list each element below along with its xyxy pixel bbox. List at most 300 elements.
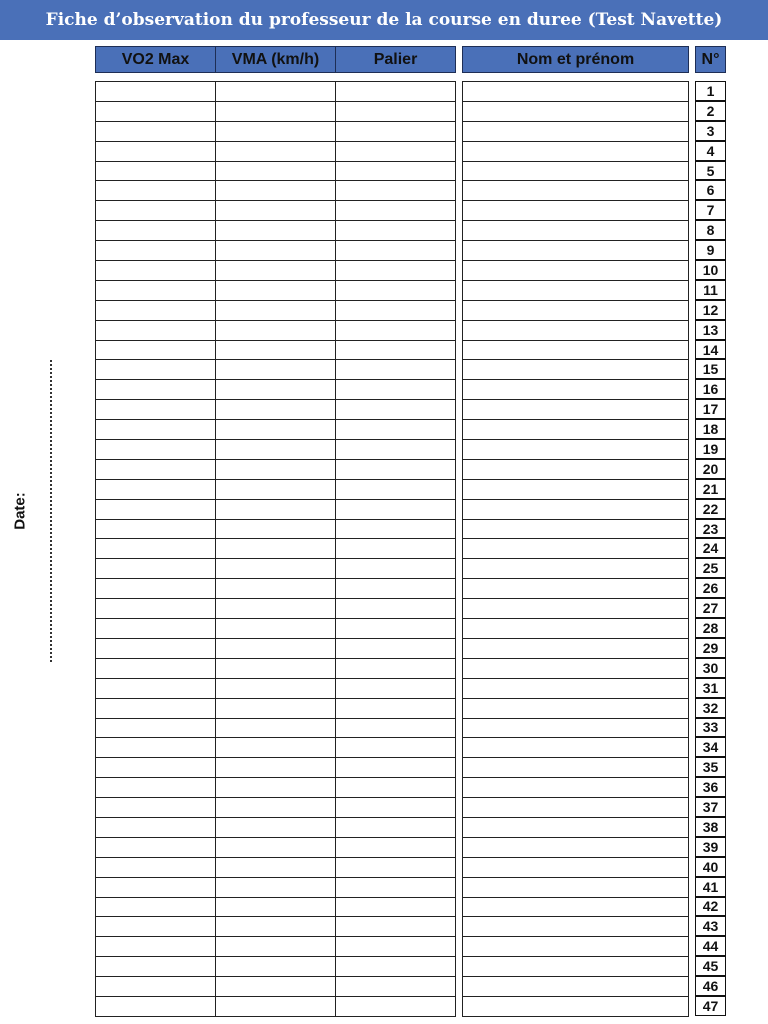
vma-cell[interactable] (216, 479, 336, 499)
vo2-cell[interactable] (96, 380, 216, 400)
row-number: 42 (695, 897, 726, 917)
table-row (463, 559, 689, 579)
header-vo2-max: VO2 Max (95, 46, 216, 73)
nom-prenom-cell[interactable] (463, 101, 689, 121)
palier-cell[interactable] (336, 221, 456, 241)
table-row (96, 440, 456, 460)
vo2-cell[interactable] (96, 937, 216, 957)
table-row (96, 300, 456, 320)
vo2-cell[interactable] (96, 340, 216, 360)
row-number: 6 (695, 180, 726, 200)
nom-prenom-cell[interactable] (463, 440, 689, 460)
vma-cell[interactable] (216, 957, 336, 977)
vma-cell[interactable] (216, 241, 336, 261)
table-row (463, 718, 689, 738)
palier-cell[interactable] (336, 778, 456, 798)
vo2-cell[interactable] (96, 320, 216, 340)
nom-prenom-cell[interactable] (463, 559, 689, 579)
table-row (463, 320, 689, 340)
vma-cell[interactable] (216, 977, 336, 997)
palier-cell[interactable] (336, 261, 456, 281)
palier-cell[interactable] (336, 479, 456, 499)
table-row (463, 82, 689, 102)
header-nom-prenom: Nom et prénom (462, 46, 689, 73)
palier-cell[interactable] (336, 519, 456, 539)
palier-cell[interactable] (336, 440, 456, 460)
table-row (96, 280, 456, 300)
vma-cell[interactable] (216, 897, 336, 917)
vma-cell[interactable] (216, 698, 336, 718)
table-row (463, 340, 689, 360)
palier-cell[interactable] (336, 996, 456, 1016)
table-row (463, 977, 689, 997)
vo2-cell[interactable] (96, 201, 216, 221)
vma-cell[interactable] (216, 738, 336, 758)
vo2-cell[interactable] (96, 141, 216, 161)
nom-prenom-cell[interactable] (463, 579, 689, 599)
vo2-cell[interactable] (96, 996, 216, 1016)
row-number: 40 (695, 857, 726, 877)
vma-cell[interactable] (216, 459, 336, 479)
table-row (96, 420, 456, 440)
nom-prenom-cell[interactable] (463, 539, 689, 559)
row-number: 32 (695, 698, 726, 718)
vma-cell[interactable] (216, 817, 336, 837)
vma-cell[interactable] (216, 221, 336, 241)
table-row (96, 161, 456, 181)
vma-cell[interactable] (216, 599, 336, 619)
vo2-cell[interactable] (96, 221, 216, 241)
vo2-cell[interactable] (96, 519, 216, 539)
table-row (463, 201, 689, 221)
nom-prenom-cell[interactable] (463, 82, 689, 102)
table-row (96, 340, 456, 360)
table-row (463, 241, 689, 261)
palier-cell[interactable] (336, 400, 456, 420)
row-number: 37 (695, 797, 726, 817)
table-row (463, 440, 689, 460)
vma-cell[interactable] (216, 499, 336, 519)
vo2-cell[interactable] (96, 261, 216, 281)
nom-prenom-cell[interactable] (463, 320, 689, 340)
nom-prenom-cell[interactable] (463, 778, 689, 798)
table-row (463, 678, 689, 698)
palier-cell[interactable] (336, 340, 456, 360)
row-number: 30 (695, 658, 726, 678)
vma-cell[interactable] (216, 400, 336, 420)
table-row (463, 181, 689, 201)
nom-prenom-cell[interactable] (463, 599, 689, 619)
palier-cell[interactable] (336, 320, 456, 340)
table-row (463, 141, 689, 161)
nom-prenom-cell[interactable] (463, 698, 689, 718)
palier-cell[interactable] (336, 459, 456, 479)
nom-prenom-cell[interactable] (463, 678, 689, 698)
row-number: 7 (695, 200, 726, 220)
vma-cell[interactable] (216, 380, 336, 400)
nom-prenom-cell[interactable] (463, 400, 689, 420)
table-row (463, 937, 689, 957)
palier-cell[interactable] (336, 678, 456, 698)
vo2-cell[interactable] (96, 241, 216, 261)
nom-prenom-cell[interactable] (463, 221, 689, 241)
palier-cell[interactable] (336, 758, 456, 778)
palier-cell[interactable] (336, 280, 456, 300)
table-row (96, 360, 456, 380)
table-row (96, 917, 456, 937)
nom-prenom-cell[interactable] (463, 519, 689, 539)
palier-cell[interactable] (336, 837, 456, 857)
vo2-cell[interactable] (96, 579, 216, 599)
row-number: 31 (695, 678, 726, 698)
vo2-cell[interactable] (96, 280, 216, 300)
table-row (96, 241, 456, 261)
vo2-cell[interactable] (96, 678, 216, 698)
row-number: 26 (695, 578, 726, 598)
row-number: 20 (695, 459, 726, 479)
results-grid (95, 81, 456, 1017)
nom-prenom-cell[interactable] (463, 141, 689, 161)
palier-cell[interactable] (336, 420, 456, 440)
palier-cell[interactable] (336, 798, 456, 818)
vo2-cell[interactable] (96, 440, 216, 460)
vma-cell[interactable] (216, 638, 336, 658)
palier-cell[interactable] (336, 638, 456, 658)
nom-prenom-cell[interactable] (463, 161, 689, 181)
palier-cell[interactable] (336, 857, 456, 877)
vma-cell[interactable] (216, 758, 336, 778)
vo2-cell[interactable] (96, 121, 216, 141)
palier-cell[interactable] (336, 957, 456, 977)
table-row (96, 221, 456, 241)
nom-prenom-cell[interactable] (463, 758, 689, 778)
nom-prenom-cell[interactable] (463, 499, 689, 519)
table-row (96, 82, 456, 102)
vo2-cell[interactable] (96, 619, 216, 639)
vo2-cell[interactable] (96, 877, 216, 897)
row-number: 24 (695, 538, 726, 558)
table-row (463, 261, 689, 281)
table-row (463, 539, 689, 559)
table-row (463, 599, 689, 619)
palier-cell[interactable] (336, 141, 456, 161)
palier-cell[interactable] (336, 300, 456, 320)
nom-prenom-cell[interactable] (463, 340, 689, 360)
table-row (463, 380, 689, 400)
table-row (463, 280, 689, 300)
vo2-cell[interactable] (96, 738, 216, 758)
palier-cell[interactable] (336, 619, 456, 639)
vma-cell[interactable] (216, 877, 336, 897)
row-number: 5 (695, 161, 726, 181)
header-vma: VMA (km/h) (215, 46, 336, 73)
table-row (96, 837, 456, 857)
vma-cell[interactable] (216, 579, 336, 599)
table-row (463, 221, 689, 241)
vo2-cell[interactable] (96, 161, 216, 181)
vma-cell[interactable] (216, 917, 336, 937)
vo2-cell[interactable] (96, 400, 216, 420)
palier-cell[interactable] (336, 977, 456, 997)
vma-cell[interactable] (216, 937, 336, 957)
palier-cell[interactable] (336, 121, 456, 141)
palier-cell[interactable] (336, 181, 456, 201)
row-number: 43 (695, 916, 726, 936)
vo2-cell[interactable] (96, 300, 216, 320)
nom-prenom-cell[interactable] (463, 181, 689, 201)
table-row (96, 121, 456, 141)
palier-cell[interactable] (336, 897, 456, 917)
vma-cell[interactable] (216, 420, 336, 440)
table-row (463, 619, 689, 639)
nom-prenom-cell[interactable] (463, 897, 689, 917)
row-number: 4 (695, 141, 726, 161)
vma-cell[interactable] (216, 519, 336, 539)
vo2-cell[interactable] (96, 758, 216, 778)
nom-prenom-cell[interactable] (463, 977, 689, 997)
vma-cell[interactable] (216, 658, 336, 678)
vma-cell[interactable] (216, 798, 336, 818)
table-row (96, 181, 456, 201)
row-number: 29 (695, 638, 726, 658)
table-row (96, 201, 456, 221)
palier-cell[interactable] (336, 82, 456, 102)
row-number: 8 (695, 220, 726, 240)
table-row (463, 579, 689, 599)
vma-cell[interactable] (216, 360, 336, 380)
nom-prenom-cell[interactable] (463, 380, 689, 400)
table-row (463, 121, 689, 141)
nom-prenom-cell[interactable] (463, 638, 689, 658)
table-row (96, 718, 456, 738)
table-row (463, 479, 689, 499)
nom-prenom-cell[interactable] (463, 360, 689, 380)
table-row (463, 817, 689, 837)
nom-prenom-cell[interactable] (463, 877, 689, 897)
nom-prenom-cell[interactable] (463, 241, 689, 261)
palier-cell[interactable] (336, 718, 456, 738)
table-row (463, 837, 689, 857)
nom-prenom-cell[interactable] (463, 996, 689, 1016)
vo2-cell[interactable] (96, 897, 216, 917)
table-row (463, 420, 689, 440)
table-row (96, 857, 456, 877)
vma-cell[interactable] (216, 559, 336, 579)
vma-cell[interactable] (216, 340, 336, 360)
vma-cell[interactable] (216, 300, 336, 320)
vo2-cell[interactable] (96, 599, 216, 619)
vma-cell[interactable] (216, 440, 336, 460)
table-row (463, 917, 689, 937)
table-row (96, 658, 456, 678)
row-number: 46 (695, 976, 726, 996)
table-row (463, 459, 689, 479)
palier-cell[interactable] (336, 599, 456, 619)
vma-cell[interactable] (216, 619, 336, 639)
vo2-cell[interactable] (96, 479, 216, 499)
palier-cell[interactable] (336, 201, 456, 221)
table-row (96, 101, 456, 121)
vma-cell[interactable] (216, 539, 336, 559)
row-number: 2 (695, 101, 726, 121)
vo2-cell[interactable] (96, 82, 216, 102)
nom-prenom-cell[interactable] (463, 798, 689, 818)
vo2-cell[interactable] (96, 499, 216, 519)
palier-cell[interactable] (336, 360, 456, 380)
vo2-cell[interactable] (96, 857, 216, 877)
vma-cell[interactable] (216, 101, 336, 121)
palier-cell[interactable] (336, 559, 456, 579)
row-number: 25 (695, 558, 726, 578)
nom-prenom-cell[interactable] (463, 837, 689, 857)
table-row (96, 559, 456, 579)
vo2-cell[interactable] (96, 360, 216, 380)
palier-cell[interactable] (336, 101, 456, 121)
vo2-cell[interactable] (96, 539, 216, 559)
table-row (96, 996, 456, 1016)
table-row (463, 798, 689, 818)
nom-prenom-cell[interactable] (463, 619, 689, 639)
nom-prenom-cell[interactable] (463, 738, 689, 758)
nom-prenom-cell[interactable] (463, 420, 689, 440)
table-row (463, 738, 689, 758)
palier-cell[interactable] (336, 738, 456, 758)
table-row (96, 599, 456, 619)
palier-cell[interactable] (336, 539, 456, 559)
vma-cell[interactable] (216, 161, 336, 181)
palier-cell[interactable] (336, 241, 456, 261)
row-number: 16 (695, 379, 726, 399)
table-row (96, 817, 456, 837)
vo2-cell[interactable] (96, 817, 216, 837)
vma-cell[interactable] (216, 718, 336, 738)
nom-prenom-cell[interactable] (463, 817, 689, 837)
row-number: 13 (695, 320, 726, 340)
nom-prenom-cell[interactable] (463, 280, 689, 300)
vo2-cell[interactable] (96, 977, 216, 997)
palier-cell[interactable] (336, 161, 456, 181)
nom-prenom-cell[interactable] (463, 658, 689, 678)
vo2-cell[interactable] (96, 658, 216, 678)
nom-prenom-cell[interactable] (463, 261, 689, 281)
palier-cell[interactable] (336, 917, 456, 937)
vo2-cell[interactable] (96, 698, 216, 718)
palier-cell[interactable] (336, 380, 456, 400)
vo2-cell[interactable] (96, 181, 216, 201)
table-row (463, 698, 689, 718)
vo2-cell[interactable] (96, 718, 216, 738)
vo2-cell[interactable] (96, 101, 216, 121)
nom-prenom-cell[interactable] (463, 300, 689, 320)
table-row (96, 380, 456, 400)
table-row (463, 161, 689, 181)
table-row (96, 141, 456, 161)
table-row (96, 798, 456, 818)
vma-cell[interactable] (216, 141, 336, 161)
row-number: 28 (695, 618, 726, 638)
row-number: 27 (695, 598, 726, 618)
nom-prenom-cell[interactable] (463, 459, 689, 479)
table-row (463, 658, 689, 678)
vo2-cell[interactable] (96, 420, 216, 440)
vma-cell[interactable] (216, 996, 336, 1016)
row-number: 11 (695, 280, 726, 300)
vo2-cell[interactable] (96, 957, 216, 977)
names-grid (462, 81, 689, 1017)
row-number: 34 (695, 737, 726, 757)
vo2-cell[interactable] (96, 837, 216, 857)
vma-cell[interactable] (216, 201, 336, 221)
nom-prenom-cell[interactable] (463, 718, 689, 738)
palier-cell[interactable] (336, 817, 456, 837)
row-number-list (695, 81, 726, 1016)
nom-prenom-cell[interactable] (463, 201, 689, 221)
table-row (463, 400, 689, 420)
nom-prenom-cell[interactable] (463, 957, 689, 977)
vma-cell[interactable] (216, 261, 336, 281)
vma-cell[interactable] (216, 82, 336, 102)
table-row (96, 698, 456, 718)
table-row (96, 459, 456, 479)
nom-prenom-cell[interactable] (463, 937, 689, 957)
palier-cell[interactable] (336, 658, 456, 678)
row-number: 10 (695, 260, 726, 280)
table-row (463, 778, 689, 798)
vma-cell[interactable] (216, 678, 336, 698)
row-number: 15 (695, 359, 726, 379)
table-row (96, 579, 456, 599)
nom-prenom-cell[interactable] (463, 479, 689, 499)
vo2-cell[interactable] (96, 559, 216, 579)
row-number: 38 (695, 817, 726, 837)
vma-cell[interactable] (216, 857, 336, 877)
nom-prenom-cell[interactable] (463, 917, 689, 937)
row-number: 33 (695, 718, 726, 738)
nom-prenom-cell[interactable] (463, 857, 689, 877)
palier-cell[interactable] (336, 937, 456, 957)
row-number: 21 (695, 479, 726, 499)
palier-cell[interactable] (336, 698, 456, 718)
table-row (96, 937, 456, 957)
row-number: 45 (695, 956, 726, 976)
row-number: 44 (695, 936, 726, 956)
nom-prenom-cell[interactable] (463, 121, 689, 141)
row-number: 12 (695, 300, 726, 320)
table-row (96, 738, 456, 758)
table-row (96, 977, 456, 997)
vma-cell[interactable] (216, 320, 336, 340)
vma-cell[interactable] (216, 837, 336, 857)
table-row (96, 758, 456, 778)
vma-cell[interactable] (216, 778, 336, 798)
table-row (463, 897, 689, 917)
vo2-cell[interactable] (96, 459, 216, 479)
vo2-cell[interactable] (96, 638, 216, 658)
vma-cell[interactable] (216, 181, 336, 201)
vo2-cell[interactable] (96, 778, 216, 798)
row-number: 9 (695, 240, 726, 260)
palier-cell[interactable] (336, 877, 456, 897)
vo2-cell[interactable] (96, 917, 216, 937)
vma-cell[interactable] (216, 280, 336, 300)
palier-cell[interactable] (336, 579, 456, 599)
vo2-cell[interactable] (96, 798, 216, 818)
date-dotted-line[interactable] (50, 360, 52, 662)
table-row (463, 300, 689, 320)
table-row (96, 519, 456, 539)
vma-cell[interactable] (216, 121, 336, 141)
palier-cell[interactable] (336, 499, 456, 519)
